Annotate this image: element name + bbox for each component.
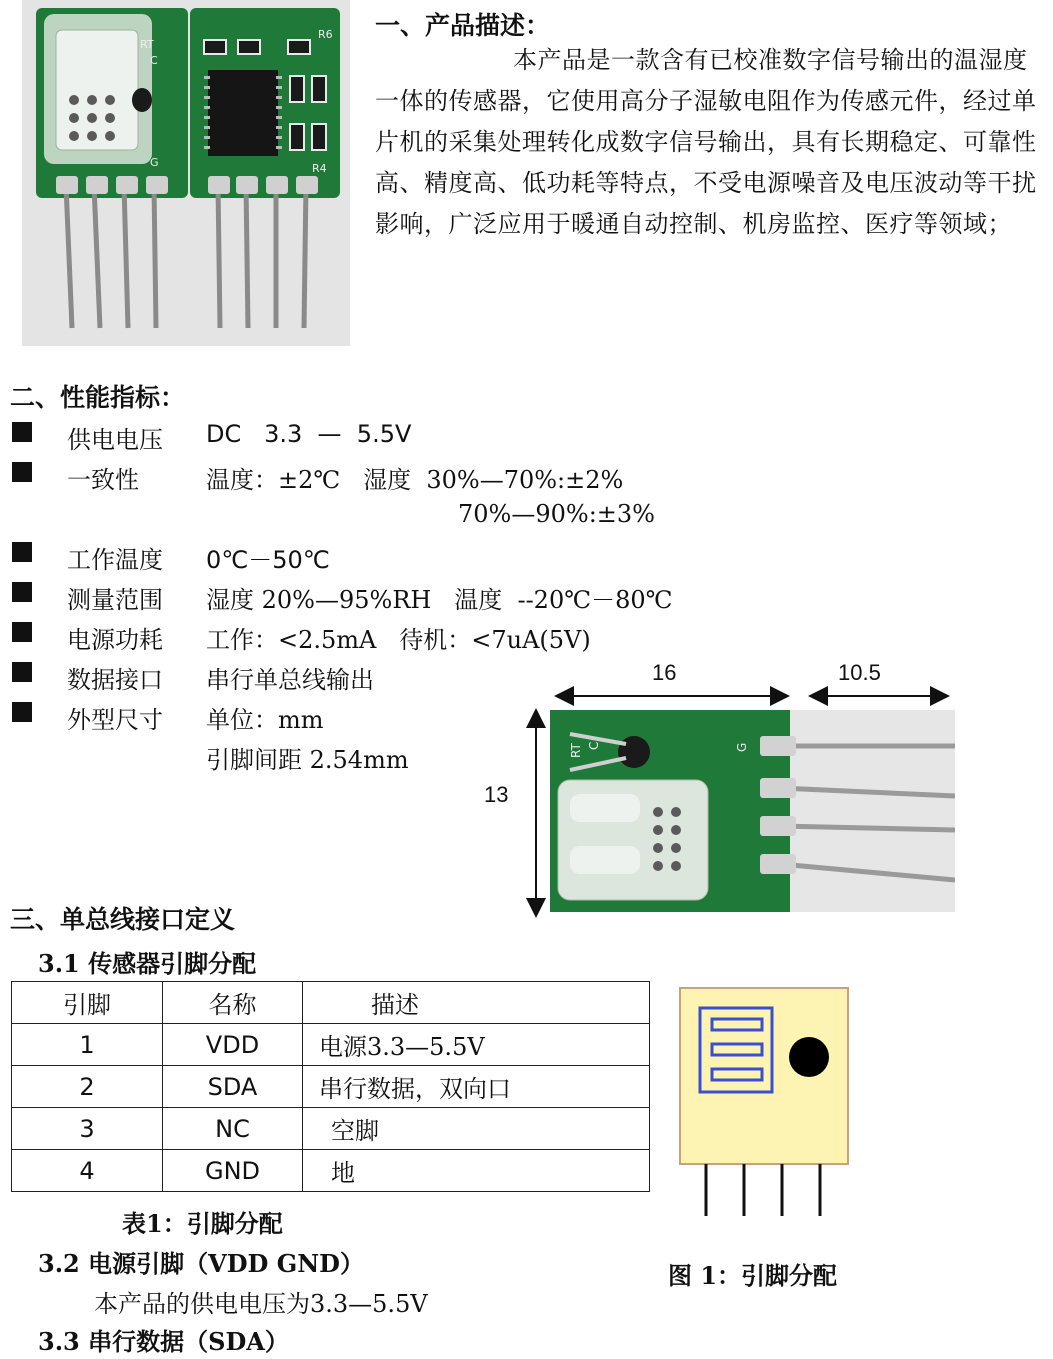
table-cell: VDD: [163, 1024, 303, 1066]
spec-label: 电源功耗: [67, 626, 163, 654]
spec-label: 测量范围: [67, 586, 163, 614]
dim-silk-rt: RT: [569, 743, 583, 758]
dim-silk-c: C: [587, 741, 601, 750]
table-cell: 3: [12, 1108, 163, 1150]
table-header: 描述: [303, 982, 650, 1024]
spec-label: 供电电压: [67, 426, 163, 454]
table-cell: SDA: [163, 1066, 303, 1108]
subsection-3-2-text: 本产品的供电电压为3.3—5.5V: [94, 1290, 428, 1318]
bullet-icon: [12, 582, 32, 602]
table-cell: NC: [163, 1108, 303, 1150]
silk-rt: RT: [140, 38, 154, 51]
bullet-icon: [12, 542, 32, 562]
table-cell: 4: [12, 1150, 163, 1192]
dim-silk-g: G: [735, 742, 749, 752]
section1-paragraph: 本产品是一款含有已校准数字信号输出的温湿度一体的传感器，它使用高分子湿敏电阻作为传感元件，经过单片机的采集处理转化成数字信号输出，具有长期稳定、可靠性高、精度高、低功耗等特点，不受电源噪音及电压波动等干扰影响，广泛应用于暖通自动控制、机房监控、医疗等领域；: [375, 46, 1037, 238]
dim-height-label: 13: [484, 782, 509, 807]
bullet-icon: [12, 622, 32, 642]
table-row: [12, 1150, 650, 1192]
spec-value: 湿度 20%—95%RH 温度 --20℃－80℃: [206, 586, 673, 614]
section3-heading: 三、单总线接口定义: [10, 905, 236, 934]
product-photo: [22, 0, 350, 346]
spec-label: 外型尺寸: [67, 706, 163, 734]
mount-hole-icon: [789, 1037, 829, 1077]
table-cell: 串行数据，双向口: [303, 1066, 650, 1108]
spec-label: 一致性: [67, 466, 139, 494]
table-cell: GND: [163, 1150, 303, 1192]
section1-heading: 一、产品描述：: [375, 11, 551, 40]
table-cell: 地: [303, 1150, 650, 1192]
spec-value-2: 引脚间距 2.54mm: [206, 746, 409, 774]
table-cell: 空脚: [303, 1108, 650, 1150]
table-header: 名称: [163, 982, 303, 1024]
table-cell: 2: [12, 1066, 163, 1108]
bullet-icon: [12, 462, 32, 482]
table-cell: 1: [12, 1024, 163, 1066]
table-caption: 表1：引脚分配: [122, 1209, 283, 1238]
pin-assignment-figure: [676, 984, 856, 1220]
subsection-3-3-heading: 3.3 串行数据（SDA）: [38, 1327, 289, 1356]
silk-g: G: [150, 156, 159, 169]
bullet-icon: [12, 702, 32, 722]
figure1-caption: 图 1：引脚分配: [668, 1261, 838, 1290]
spec-value: 单位：mm: [206, 706, 324, 734]
dim-pin-length-label: 10.5: [838, 660, 881, 685]
spec-value: 串行单总线输出: [206, 666, 374, 694]
spec-label: 数据接口: [67, 666, 163, 694]
table-header-row: [12, 982, 650, 1024]
subsection-3-2-heading: 3.2 电源引脚（VDD GND）: [38, 1249, 364, 1278]
spec-value: 0℃－50℃: [206, 546, 330, 574]
spec-value: 工作：<2.5mA 待机：<7uA(5V): [206, 626, 591, 654]
section2-heading: 二、性能指标：: [10, 383, 186, 412]
silk-c: C: [150, 54, 158, 67]
silk-r4: R4: [312, 162, 327, 175]
table-header: 引脚: [12, 982, 163, 1024]
dimension-photo: [550, 710, 955, 912]
pin-table: [11, 981, 650, 1192]
spec-value: DC 3.3 — 5.5V: [206, 420, 412, 448]
bullet-icon: [12, 422, 32, 442]
spec-value: 温度：±2℃ 湿度 30%—70%:±2%: [206, 466, 624, 494]
table-row: [12, 1108, 650, 1150]
table-row: [12, 1024, 650, 1066]
silk-r6: R6: [318, 28, 333, 41]
table-row: [12, 1066, 650, 1108]
subsection-3-1-heading: 3.1 传感器引脚分配: [38, 949, 257, 978]
dim-width-label: 16: [652, 660, 677, 685]
spec-value-2: 70%—90%:±3%: [458, 500, 655, 528]
spec-label: 工作温度: [67, 546, 163, 574]
bullet-icon: [12, 662, 32, 682]
table-cell: 电源3.3—5.5V: [303, 1024, 650, 1066]
